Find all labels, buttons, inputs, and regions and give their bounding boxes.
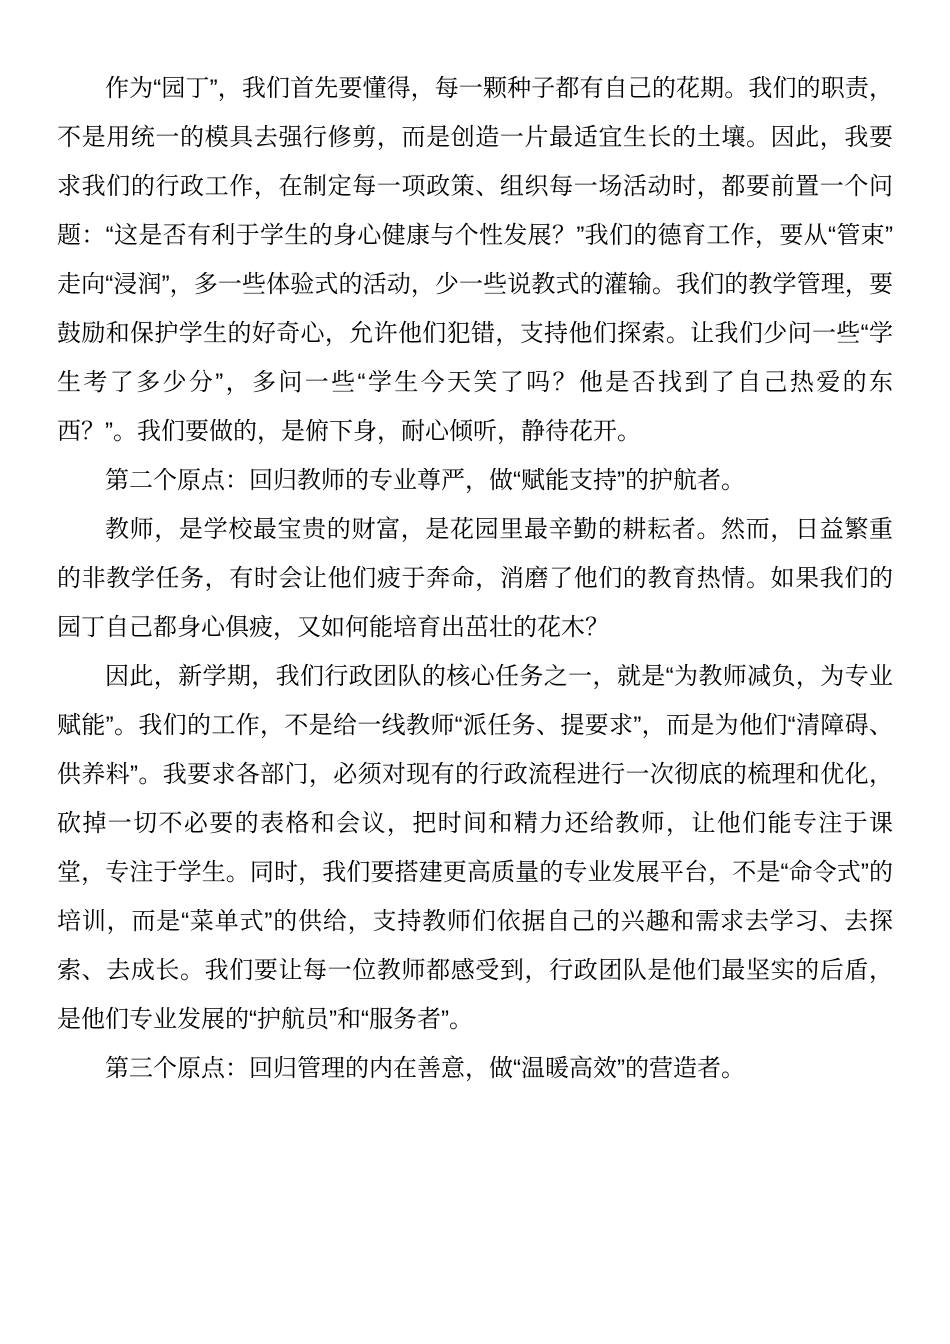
document-text-block [57,64,893,1093]
body-paragraph: 教师，是学校最宝贵的财富，是花园里最辛勤的耕耘者。然而，日益繁重的非教学任务，有时会让他们疲于奔命，消磨了他们的教育热情。如果我们的园丁自己都身心俱疲，又如何能培育出茁壮的花木？ [57,516,893,641]
section-heading: 第二个原点：回归教师的专业尊严，做“赋能支持”的护航者。 [105,467,745,494]
body-paragraph: 作为“园丁”，我们首先要懂得，每一颗种子都有自己的花期。我们的职责，不是用统一的模具去强行修剪，而是创造一片最适宜生长的土壤。因此，我要求我们的行政工作，在制定每一项政策、组织每一场活动时，都要前置一个问题：“这是否有利于学生的身心健康与个性发展？”我们的德育工作，要从“管束”走向“浸润”，多一些体验式的活动，少一些说教式的灌输。我们的教学管理，要鼓励和保护学生的好奇心，允许他们犯错，支持他们探索。让我们少问一些“学生考了多少分”，多问一些“学生今天笑了吗？他是否找到了自己热爱的东西？”。我们要做的，是俯下身，耐心倾听，静待花开。 [57,75,893,445]
section-heading: 第三个原点：回归管理的内在善意，做“温暖高效”的营造者。 [105,1055,745,1082]
body-paragraph: 因此，新学期，我们行政团队的核心任务之一，就是“为教师减负，为专业赋能”。我们的工作，不是给一线教师“派任务、提要求”，而是为他们“清障碍、供养料”。我要求各部门，必须对现有的行政流程进行一次彻底的梳理和优化，砍掉一切不必要的表格和会议，把时间和精力还给教师，让他们能专注于课堂，专注于学生。同时，我们要搭建更高质量的专业发展平台，不是“命令式”的培训，而是“菜单式”的供给，支持教师们依据自己的兴趣和需求去学习、去探索、去成长。我们要让每一位教师都感受到，行政团队是他们最坚实的后盾，是他们专业发展的“护航员”和“服务者”。 [57,663,893,1033]
